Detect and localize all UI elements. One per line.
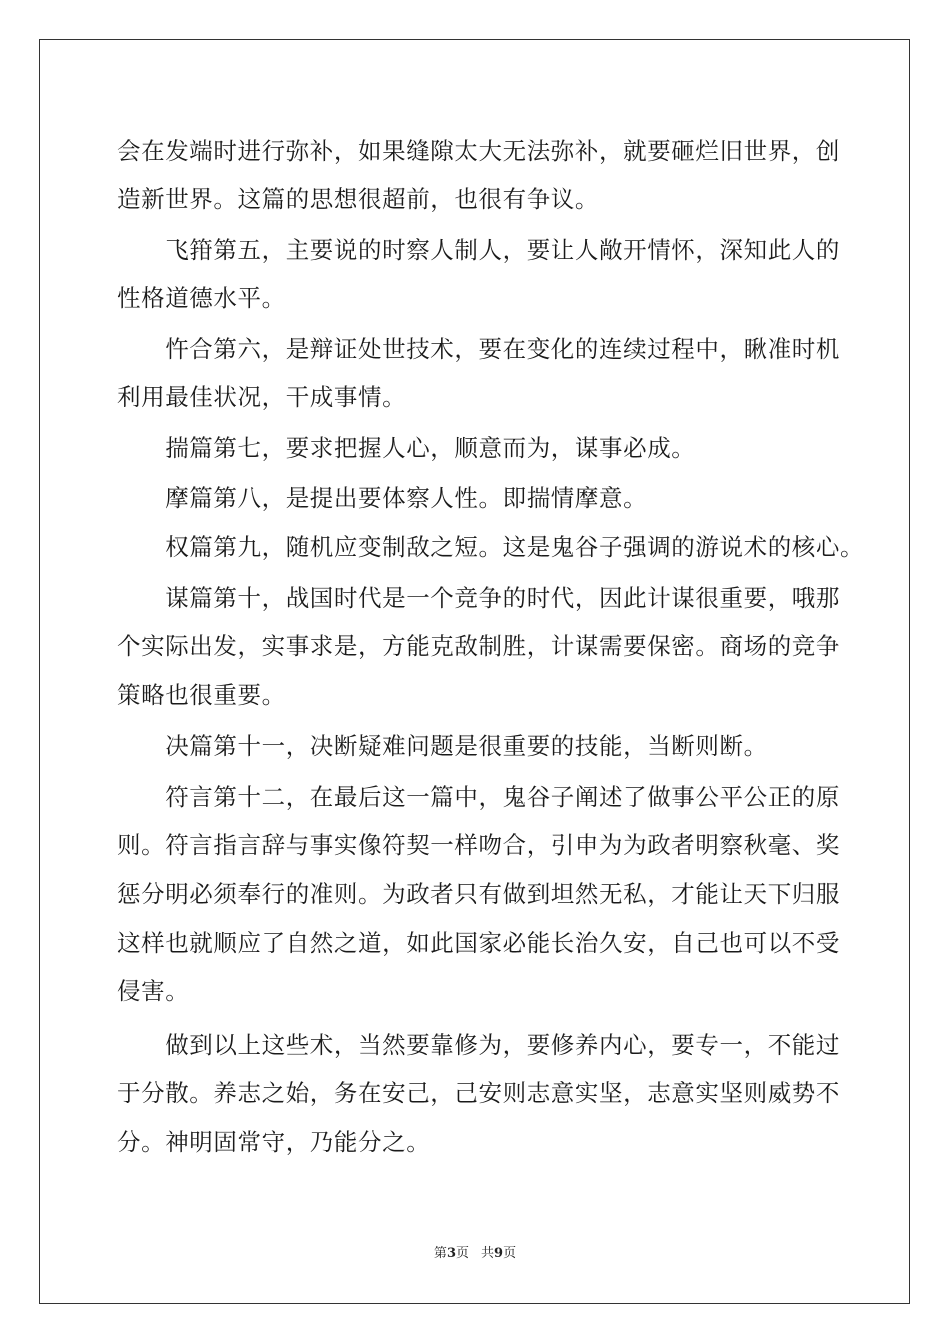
text-line: 决篇第十一，决断疑难问题是很重要的技能，当断则断。	[117, 732, 768, 760]
text-line: 谋篇第十，战国时代是一个竞争的时代，因此计谋很重要，哦那	[117, 584, 840, 612]
page-current: 3	[446, 1246, 456, 1261]
page-suffix: 页	[455, 1246, 469, 1261]
total-suffix: 页	[503, 1246, 517, 1261]
text-line: 策略也很重要。	[117, 681, 286, 709]
total-prefix: 共	[481, 1246, 495, 1261]
text-line: 忤合第六，是辩证处世技术，要在变化的连续过程中，瞅准时机	[117, 335, 840, 363]
text-line: 飞箝第五，主要说的时察人制人，要让人敞开情怀，深知此人的	[117, 236, 840, 264]
text-line: 符言第十二，在最后这一篇中，鬼谷子阐述了做事公平公正的原	[117, 783, 840, 811]
text-line: 造新世界。这篇的思想很超前，也很有争议。	[117, 185, 599, 213]
text-line: 利用最佳状况，干成事情。	[117, 383, 407, 411]
text-line: 摩篇第八，是提出要体察人性。即揣情摩意。	[117, 484, 648, 512]
text-line: 侵害。	[117, 977, 190, 1005]
text-line: 做到以上这些术，当然要靠修为，要修养内心，要专一，不能过	[117, 1031, 840, 1059]
text-line: 分。神明固常守，乃能分之。	[117, 1128, 431, 1156]
page-prefix: 第	[433, 1246, 447, 1261]
text-line: 于分散。养志之始，务在安己，己安则志意实坚，志意实坚则威势不	[117, 1079, 840, 1107]
page-total: 9	[494, 1246, 504, 1261]
text-line: 个实际出发，实事求是，方能克敌制胜，计谋需要保密。商场的竞争	[117, 632, 840, 660]
text-line: 会在发端时进行弥补，如果缝隙太大无法弥补，就要砸烂旧世界，创	[117, 137, 840, 165]
text-line: 揣篇第七，要求把握人心，顺意而为，谋事必成。	[117, 434, 696, 462]
text-line: 惩分明必须奉行的准则。为政者只有做到坦然无私，才能让天下归服	[117, 880, 840, 908]
page-footer	[0, 1244, 950, 1264]
text-line: 性格道德水平。	[117, 284, 286, 312]
text-line: 这样也就顺应了自然之道，如此国家必能长治久安，自己也可以不受	[117, 929, 840, 957]
text-line: 则。符言指言辞与事实像符契一样吻合，引申为为政者明察秋毫、奖	[117, 831, 840, 859]
text-line: 权篇第九，随机应变制敌之短。这是鬼谷子强调的游说术的核心。	[117, 533, 865, 561]
